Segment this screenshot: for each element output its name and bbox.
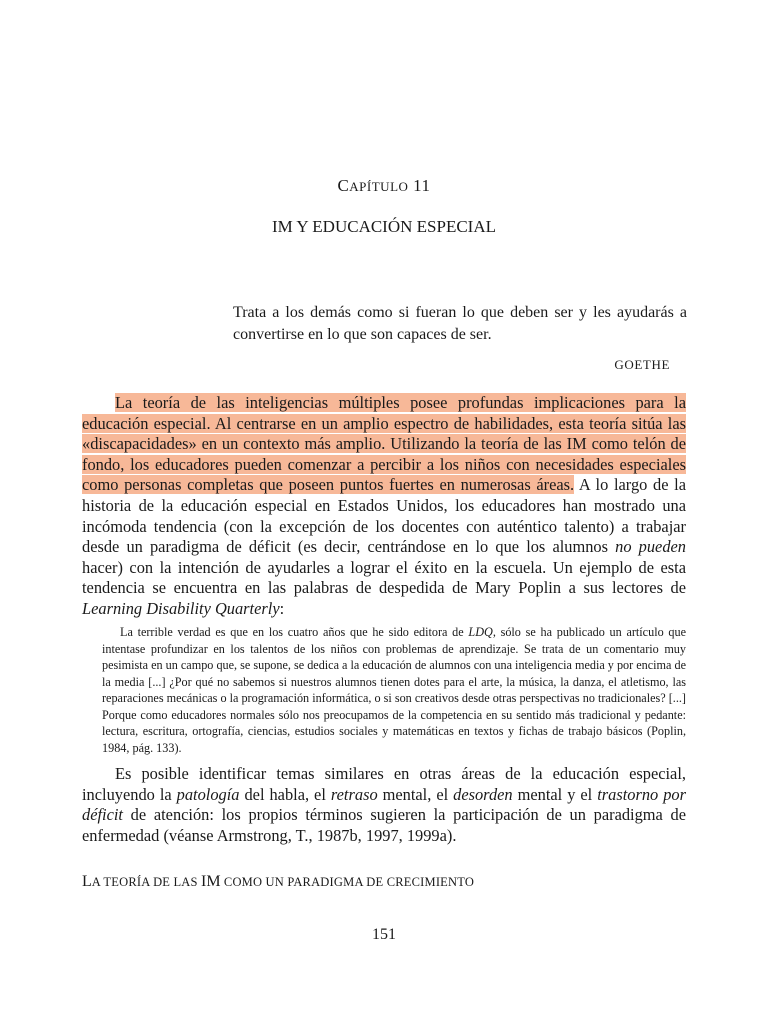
- paragraph-text: del habla, el: [239, 784, 331, 804]
- italic-text: desorden: [453, 784, 513, 804]
- journal-title: Learning Disability Quarterly: [82, 598, 280, 618]
- highlighted-passage[interactable]: La teoría de las inteligencias múltiples posee profundas implicaciones para la educación especial. Al centrarse en un amplio espectro de habilidades, esta teoría sitúa las «discapacidades» en un contexto más amplio. Utilizando la teoría de las IM como telón de fondo, los educadores pueden comenzar a percibir a los niños con necesidades especiales como personas completas que poseen puntos fuertes en numerosas áreas.: [82, 393, 686, 495]
- chapter-title: IM Y EDUCACIÓN ESPECIAL: [272, 217, 496, 236]
- epigraph-quote: Trata a los demás como si fueran lo que deben ser y les ayudarás a convertirse en lo que son capaces de ser.: [233, 304, 687, 343]
- section-heading: [82, 873, 474, 891]
- italic-text: patología: [176, 784, 240, 804]
- paragraph-text: Es posible identificar temas similares en otras áreas de la educación especial, incluyendo la: [82, 764, 686, 804]
- epigraph-author: GOETHE: [614, 357, 670, 372]
- section-heading-text: A TEORÍA DE LAS: [91, 875, 202, 889]
- body-paragraph-1: [82, 393, 686, 620]
- block-quote: [102, 624, 686, 756]
- quote-text: , sólo se ha publicado un artículo que intentase profundizar en los talentos de los niños con problemas de aprendizaje. Se trata de un comentario muy pesimista en un campo que, se supone, se dedica a la educación de alumnos con una inteligencia media y por encima de la media [...] ¿Por qué no sabemos si nuestros alumnos tienen dotes para el arte, la música, la danza, el atletismo, las reparaciones mecánicas o la programación informática, o si son creativos desde otras perspectivas no tradicionales? [...] Porque como educadores normales sólo nos preocupamos de la competencia en su sentido más tradicional y pedante: lectura, escritura, ortografía, ciencias, estudios sociales y matemáticas en textos y fichas de trabajo básicos (Poplin, 1984, pág. 133).: [102, 625, 686, 755]
- paragraph-text: :: [279, 598, 285, 618]
- paragraph-text: mental, el: [377, 784, 454, 804]
- section-heading-text: COMO UN PARADIGMA DE CRECIMIENTO: [220, 875, 475, 889]
- italic-text: retraso: [330, 784, 378, 804]
- body-paragraph-2: [82, 764, 686, 846]
- paragraph-text: mental y el: [512, 784, 598, 804]
- italic-text: no pueden: [615, 537, 686, 557]
- page-number: 151: [372, 926, 396, 943]
- paragraph-text: hacer) con la intención de ayudarles a lograr el éxito en la escuela. Un ejemplo de esta tendencia se encuentra en las palabras de despedida de Mary Poplin a sus lectores de: [82, 557, 686, 598]
- section-heading-acronym: IM: [201, 873, 221, 890]
- chapter-label-word: APÍTULO: [349, 179, 409, 194]
- paragraph-text: A lo largo de la historia de la educación especial en Estados Unidos, los educadores han mostrado una incómoda tendencia (con la excepción de los docentes con auténtico talento) a trabajar desde un paradigma de déficit (es decir, centrándose en lo que los alumnos: [82, 475, 686, 557]
- quote-text: La terrible verdad es que en los cuatro años que he sido editora de: [120, 625, 469, 639]
- journal-abbreviation: LDQ: [468, 625, 493, 639]
- chapter-label-initial: C: [337, 176, 350, 195]
- chapter-number: 11: [413, 176, 431, 195]
- paragraph-text: de atención: los propios términos sugieren la participación de un paradigma de enfermedad (véanse Armstrong, T., 1987b, 1997, 1999a).: [82, 805, 686, 845]
- italic-text: trastorno por déficit: [82, 784, 686, 825]
- section-heading-initial: L: [82, 873, 92, 890]
- chapter-label: [0, 176, 768, 196]
